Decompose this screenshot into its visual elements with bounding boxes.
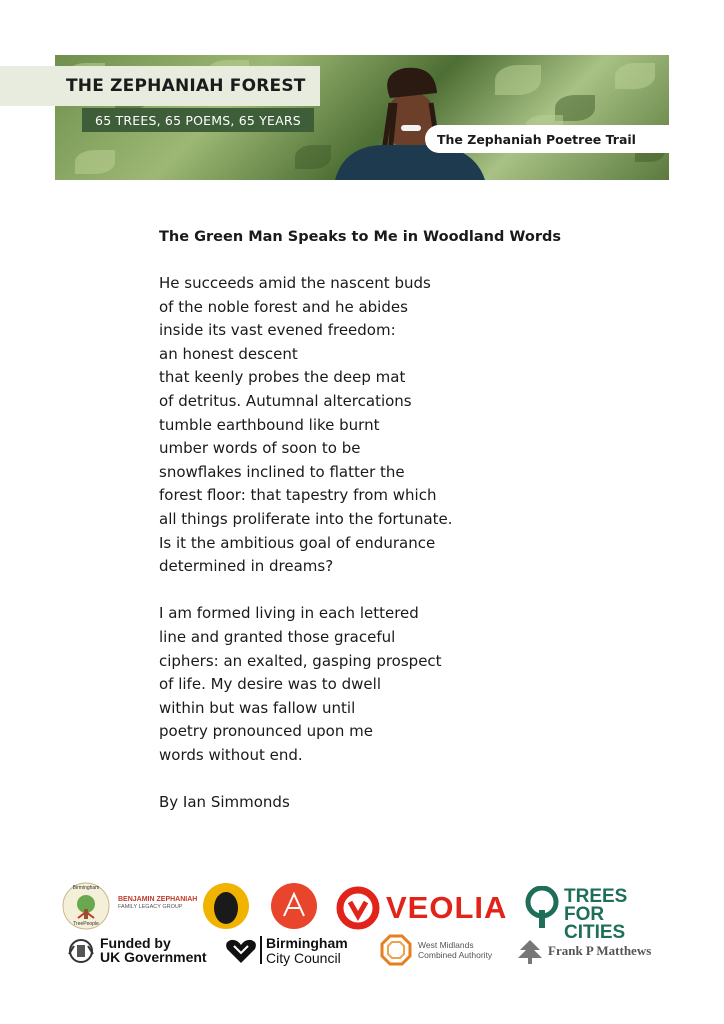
heart-logo <box>224 938 258 968</box>
poem-line: Is it the ambitious goal of endurance <box>159 533 436 552</box>
tfc-line-1: TREES <box>564 886 628 907</box>
funded-by-label: Funded by <box>100 935 171 951</box>
poem <box>159 226 579 815</box>
combined-authority-label: Combined Authority <box>418 950 493 960</box>
poem-byline: By Ian Simmonds <box>159 793 290 812</box>
poem-line: I am formed living in each lettered <box>159 604 419 623</box>
divider <box>260 936 262 964</box>
poem-line: ciphers: an exalted, gasping prospect <box>159 651 442 670</box>
poem-line: determined in dreams? <box>159 557 334 576</box>
poet-portrait-image <box>335 63 485 180</box>
poem-line: words without end. <box>159 745 303 764</box>
royal-crest-logo <box>66 936 96 970</box>
poem-line: forest floor: that tapestry from which <box>159 486 437 505</box>
frank-p-matthews-text: Frank P Matthews <box>548 943 652 958</box>
poem-title: The Green Man Speaks to Me in Woodland Words <box>159 229 562 245</box>
uk-government-label: UK Government <box>100 949 207 965</box>
birmingham-label: Birmingham <box>266 935 348 951</box>
poem-line: of detritus. Autumnal altercations <box>159 391 412 410</box>
poem-line: line and granted those graceful <box>159 627 396 646</box>
west-midlands-text <box>418 940 492 960</box>
veolia-emblem-logo <box>336 886 380 934</box>
tfc-line-2: FOR CITIES <box>564 904 626 943</box>
stanza-2 <box>159 602 579 767</box>
sponsor-logos <box>60 880 670 970</box>
bz-family-name: BENJAMIN ZEPHANIAH <box>118 896 198 903</box>
octagon-logo <box>380 934 412 970</box>
uk-gov-text <box>100 936 207 964</box>
trees-for-cities-emblem <box>522 886 562 934</box>
tree-icon <box>516 938 544 968</box>
poem-line: poetry pronounced upon me <box>159 722 373 741</box>
veolia-wordmark: VEOLIA <box>386 890 508 925</box>
city-council-label: City Council <box>266 950 341 966</box>
poem-line: snowflakes inclined to flatter the <box>159 462 405 481</box>
stanza-1 <box>159 272 579 579</box>
trail-label-box <box>425 125 724 153</box>
poem-line: tumble earthbound like burnt <box>159 415 380 434</box>
banner-title: THE ZEPHANIAH FOREST <box>66 76 306 96</box>
poem-line: all things proliferate into the fortunate. <box>159 509 453 528</box>
poem-line: that keenly probes the deep mat <box>159 368 406 387</box>
poem-line: an honest descent <box>159 344 298 363</box>
birmingham-treepeople-logo <box>62 882 110 930</box>
trees-for-cities-text <box>564 888 670 942</box>
birmingham-label: Birmingham <box>72 885 100 891</box>
poem-line: of the noble forest and he abides <box>159 297 408 316</box>
poem-line: He succeeds amid the nascent buds <box>159 274 431 292</box>
tree-logo <box>522 886 562 930</box>
banner-subtitle: 65 TREES, 65 POEMS, 65 YEARS <box>95 112 301 128</box>
treepeople-label: TreePeople <box>73 921 99 927</box>
west-midlands-label: West Midlands <box>418 940 474 950</box>
birmingham-cc-text <box>266 936 348 966</box>
title-box <box>0 66 320 106</box>
poem-line: of life. My desire was to dwell <box>159 675 381 694</box>
subtitle-box <box>82 108 314 132</box>
bz-family-sub: FAMILY LEGACY GROUP <box>118 904 183 910</box>
bz-family-legacy-logo <box>118 896 198 911</box>
trail-label: The Zephaniah Poetree Trail <box>437 131 636 147</box>
red-circle-emblem-logo <box>270 882 318 934</box>
poem-line: inside its vast evened freedom: <box>159 321 396 340</box>
poem-line: within but was fallow until <box>159 698 356 717</box>
poem-line: umber words of soon to be <box>159 439 361 458</box>
zephaniah-portrait-logo <box>202 882 250 934</box>
